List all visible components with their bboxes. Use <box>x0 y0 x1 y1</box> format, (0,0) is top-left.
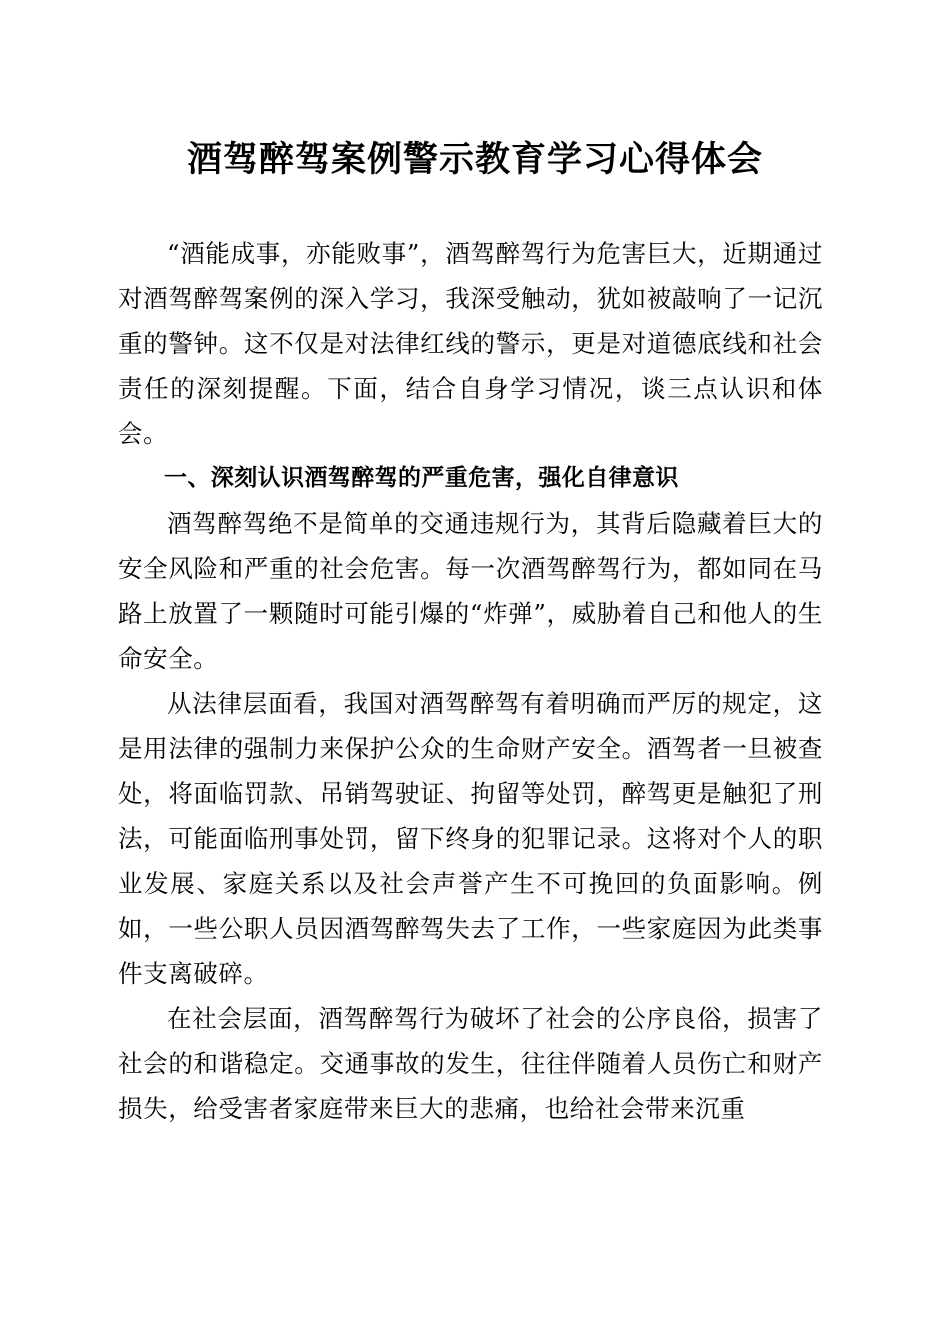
body-paragraph: 酒驾醉驾绝不是简单的交通违规行为，其背后隐藏着巨大的安全风险和严重的社会危害。每一次酒驾醉驾行为，都如同在马路上放置了一颗随时可能引爆的“炸弹”，威胁着自己和他人的生命安全。 <box>118 509 823 673</box>
document-title: 酒驾醉驾案例警示教育学习心得体会 <box>186 139 763 180</box>
body-paragraph: 在社会层面，酒驾醉驾行为破坏了社会的公序良俗，损害了社会的和谐稳定。交通事故的发生，往往伴随着人员伤亡和财产损失，给受害者家庭带来巨大的悲痛，也给社会带来沉重 <box>118 1004 823 1123</box>
intro-paragraph: “酒能成事，亦能败事”，酒驾醉驾行为危害巨大，近期通过对酒驾醉驾案例的深入学习，我深受触动，犹如被敲响了一记沉重的警钟。这不仅是对法律红线的警示，更是对道德底线和社会责任的深刻提醒。下面，结合自身学习情况，谈三点认识和体会。 <box>118 239 823 448</box>
document-body <box>118 231 823 1131</box>
body-paragraph: 从法律层面看，我国对酒驾醉驾有着明确而严厉的规定，这是用法律的强制力来保护公众的生命财产安全。酒驾者一旦被查处，将面临罚款、吊销驾驶证、拘留等处罚，醉驾更是触犯了刑法，可能面临刑事处罚，留下终身的犯罪记录。这将对个人的职业发展、家庭关系以及社会声誉产生不可挽回的负面影响。例如，一些公职人员因酒驾醉驾失去了工作，一些家庭因为此类事件支离破碎。 <box>118 689 823 988</box>
section-heading: 一、深刻认识酒驾醉驾的严重危害，强化自律意识 <box>164 465 679 491</box>
